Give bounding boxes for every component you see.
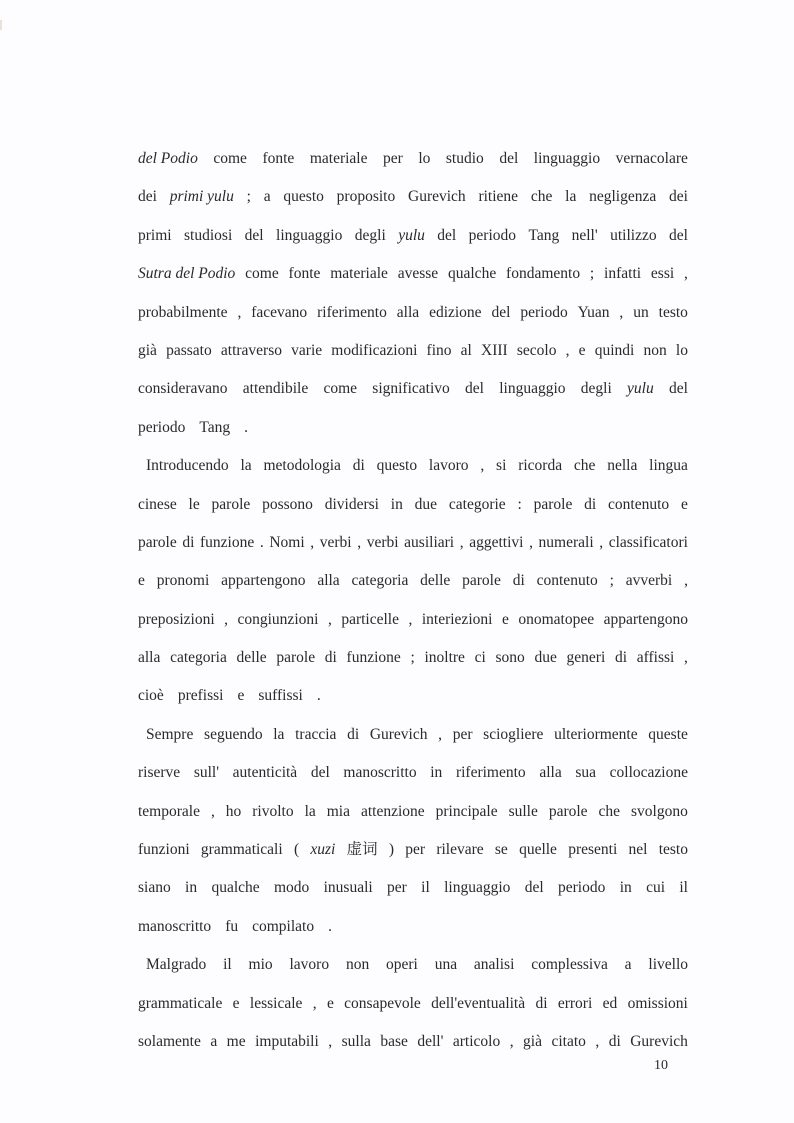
word: la xyxy=(304,802,316,820)
word: grammaticali xyxy=(200,841,283,859)
word: me xyxy=(226,1032,246,1050)
word: possono xyxy=(262,495,313,513)
word: , xyxy=(438,725,443,743)
word: a xyxy=(263,188,271,206)
word: prefissi xyxy=(177,687,224,705)
word: complessiva xyxy=(531,956,608,974)
word: varie xyxy=(291,341,323,359)
text-line xyxy=(138,601,688,639)
word: Gurevich xyxy=(369,725,428,743)
word: cui xyxy=(646,879,666,897)
word: svolgono xyxy=(631,802,688,820)
word: una xyxy=(434,956,458,974)
word: ; xyxy=(589,265,595,283)
word: del xyxy=(491,303,511,321)
word: verbi xyxy=(319,533,352,551)
word: categoria xyxy=(351,572,409,590)
word: , xyxy=(357,533,362,551)
word: e xyxy=(232,994,240,1012)
word: generi xyxy=(566,649,606,667)
word: rilevare xyxy=(436,841,484,859)
word: di xyxy=(584,495,597,513)
word: appartengono xyxy=(221,572,306,590)
word: attenzione xyxy=(360,802,425,820)
word: , xyxy=(480,457,485,475)
word: lo xyxy=(675,341,688,359)
word: del xyxy=(465,380,484,398)
scan-artifact xyxy=(0,20,2,30)
word: ; xyxy=(246,188,251,206)
word: e xyxy=(326,994,334,1012)
word: avverbi xyxy=(625,572,673,590)
word: per xyxy=(452,725,473,743)
word: di xyxy=(614,649,628,667)
word: e xyxy=(680,495,688,513)
italic-term: yulu xyxy=(627,380,654,398)
word: di xyxy=(512,572,525,590)
word: degli xyxy=(354,226,386,244)
word: queste xyxy=(648,725,688,743)
text-line xyxy=(138,562,688,600)
word: probabilmente xyxy=(138,303,228,321)
word: livello xyxy=(648,956,688,974)
text-line xyxy=(138,793,688,831)
text-line xyxy=(138,486,688,524)
word: seguendo xyxy=(204,725,263,743)
text-line xyxy=(138,178,688,216)
word: questo xyxy=(283,188,324,206)
word: ed xyxy=(602,994,618,1012)
word: e xyxy=(237,687,245,705)
word: di xyxy=(324,649,337,667)
word: Tang xyxy=(199,418,231,436)
word: quelle xyxy=(519,841,557,859)
word: nel xyxy=(628,841,648,859)
word: ausiliari xyxy=(404,533,455,551)
word: per xyxy=(387,879,407,897)
word: due xyxy=(414,495,438,513)
word: sulle xyxy=(508,802,538,820)
word: , xyxy=(408,610,413,628)
word: grammaticale xyxy=(138,994,223,1012)
word: proposito xyxy=(336,188,396,206)
word: ; xyxy=(609,572,614,590)
text-line xyxy=(138,140,688,178)
word: imputabili xyxy=(255,1032,319,1050)
word: appartengono xyxy=(603,610,688,628)
word: congiunzioni xyxy=(237,610,319,628)
word: numerali xyxy=(538,533,594,551)
text-line xyxy=(138,985,688,1023)
word: : xyxy=(517,495,522,513)
word: manoscritto xyxy=(343,764,417,782)
word: dei xyxy=(138,188,157,206)
word: il xyxy=(679,879,688,897)
word: , xyxy=(619,303,624,321)
word: , xyxy=(210,802,215,820)
word: classificatori xyxy=(608,533,688,551)
word: non xyxy=(345,956,370,974)
word: collocazione xyxy=(609,764,688,782)
word: pronomi xyxy=(156,572,210,590)
word: fonte xyxy=(262,150,295,167)
word: di xyxy=(608,1032,621,1050)
word: lo xyxy=(418,150,431,167)
word: attendibile xyxy=(242,380,309,398)
word: parole xyxy=(533,495,573,513)
word: onomatopee xyxy=(518,610,595,628)
word: ricorda xyxy=(518,457,563,475)
text-line xyxy=(138,447,688,485)
word: negligenza xyxy=(589,188,657,206)
word: di xyxy=(182,533,195,551)
word: studiosi xyxy=(184,226,233,244)
word: consapevole xyxy=(344,994,421,1012)
word: come xyxy=(213,150,247,167)
word: , xyxy=(509,1032,514,1050)
word: , xyxy=(327,610,332,628)
word: ulteriormente xyxy=(554,725,638,743)
text-line xyxy=(138,255,688,293)
word: testo xyxy=(658,841,688,859)
word: XIII xyxy=(481,341,508,359)
word: lavoro xyxy=(428,457,469,475)
word: articolo xyxy=(452,1032,501,1050)
word: manoscritto xyxy=(138,917,212,935)
word: presenti xyxy=(568,841,618,859)
word: compilato xyxy=(252,917,315,935)
word: parole xyxy=(276,649,316,667)
text-line xyxy=(138,409,688,447)
word: qualche xyxy=(448,265,497,283)
word: lavoro xyxy=(289,956,330,974)
word: la xyxy=(273,725,285,743)
word: infatti xyxy=(604,265,642,283)
word: la xyxy=(565,188,577,206)
word: contenuto xyxy=(536,572,598,590)
word: fonte xyxy=(288,265,321,283)
word: vernacolare xyxy=(615,150,688,167)
word: degli xyxy=(580,380,612,398)
word: modo xyxy=(273,879,310,897)
word: siano xyxy=(138,879,171,897)
word: il xyxy=(421,879,430,897)
word: e xyxy=(501,610,509,628)
word: lingua xyxy=(649,457,688,475)
word: in xyxy=(619,879,632,897)
word: riserve xyxy=(138,764,181,782)
word: nella xyxy=(607,457,638,475)
word: Gurevich xyxy=(408,188,466,206)
word: attraverso xyxy=(220,341,282,359)
word: riferimento xyxy=(455,764,526,782)
word: se xyxy=(494,841,508,859)
body-text xyxy=(138,140,688,1061)
word: alla xyxy=(396,303,420,321)
word: suffissi xyxy=(258,687,303,705)
word: consideravano xyxy=(138,380,228,398)
word: , xyxy=(529,533,533,551)
word: sua xyxy=(575,764,597,782)
word: studio xyxy=(445,150,484,167)
word: in xyxy=(185,879,198,897)
word: per xyxy=(405,841,426,859)
word: già xyxy=(523,1032,542,1050)
word: linguaggio xyxy=(499,380,566,398)
word: a xyxy=(624,956,632,974)
word: riferimento xyxy=(317,303,387,321)
word: dei xyxy=(669,188,688,206)
word: interiezioni xyxy=(421,610,493,628)
word: 虚词 xyxy=(346,841,378,859)
word: ci xyxy=(474,649,486,667)
word: del xyxy=(668,380,688,398)
word: delle xyxy=(236,649,267,667)
word: solamente xyxy=(138,1032,201,1050)
word: , xyxy=(310,533,315,551)
word: nell' xyxy=(571,226,598,244)
word: qualche xyxy=(211,879,260,897)
word: errori xyxy=(557,994,593,1012)
word: di xyxy=(347,725,360,743)
word: dell' xyxy=(417,1032,444,1050)
word: Introducendo xyxy=(146,457,229,475)
italic-term: yulu xyxy=(398,226,425,244)
word: del xyxy=(437,226,457,244)
word: sulla xyxy=(341,1032,371,1050)
word: affissi xyxy=(636,649,675,667)
word: funzione xyxy=(346,649,401,667)
word: funzioni xyxy=(138,841,190,859)
text-line xyxy=(138,639,688,677)
word: parole xyxy=(548,802,588,820)
word: lessicale xyxy=(249,994,303,1012)
word: analisi xyxy=(473,956,515,974)
word: di xyxy=(535,994,548,1012)
word: in xyxy=(390,495,403,513)
word: . xyxy=(328,917,332,935)
word: Gurevich xyxy=(630,1032,688,1050)
word: sciogliere xyxy=(483,725,544,743)
word: avesse xyxy=(397,265,439,283)
word: edizione xyxy=(429,303,482,321)
word: traccia xyxy=(295,725,337,743)
word: testo xyxy=(658,303,688,321)
word: sono xyxy=(495,649,525,667)
word: due xyxy=(534,649,557,667)
word: parole xyxy=(138,533,177,551)
word: , xyxy=(459,533,464,551)
word: , xyxy=(684,649,688,667)
word: . xyxy=(316,687,321,705)
word: come xyxy=(323,380,358,398)
word: principale xyxy=(435,802,498,820)
word: . xyxy=(244,418,248,436)
word: rivolto xyxy=(252,802,294,820)
word: autenticità xyxy=(232,764,298,782)
text-line xyxy=(138,946,688,984)
text-line xyxy=(138,869,688,907)
text-line xyxy=(138,908,688,946)
word: parole xyxy=(211,495,251,513)
word: significativo xyxy=(372,380,450,398)
word: contenuto xyxy=(608,495,670,513)
word: materiale xyxy=(330,265,388,283)
italic-term: Sutra del Podio xyxy=(138,265,236,283)
word: mia xyxy=(326,802,350,820)
word: preposizioni xyxy=(138,610,215,628)
word: aggettivi xyxy=(469,533,524,551)
word: Nomi xyxy=(269,533,305,551)
word: omissioni xyxy=(627,994,688,1012)
word: fondamento xyxy=(506,265,581,283)
word: del xyxy=(499,150,519,167)
word: verbi xyxy=(366,533,399,551)
word: che xyxy=(530,188,553,206)
word: ; xyxy=(410,649,415,667)
text-line xyxy=(138,716,688,754)
word: , xyxy=(312,994,317,1012)
word: cinese xyxy=(138,495,177,513)
word: base xyxy=(380,1032,408,1050)
word: questo xyxy=(376,457,418,475)
text-line xyxy=(138,294,688,332)
word: cioè xyxy=(138,687,164,705)
text-line xyxy=(138,1023,688,1061)
word: già xyxy=(138,341,157,359)
word: per xyxy=(383,150,403,167)
word: Yuan xyxy=(577,303,610,321)
word: operi xyxy=(386,956,418,974)
text-line xyxy=(138,524,688,562)
word: periodo xyxy=(468,226,517,244)
word: ) xyxy=(388,841,395,859)
word: di xyxy=(352,457,365,475)
word: , xyxy=(565,341,570,359)
word: fu xyxy=(225,917,239,935)
text-line xyxy=(138,332,688,370)
word: periodo xyxy=(138,418,186,436)
word: un xyxy=(633,303,649,321)
word: del xyxy=(524,879,544,897)
word: materiale xyxy=(309,150,368,167)
word: primi xyxy=(138,226,172,244)
word: del xyxy=(244,226,264,244)
word: , xyxy=(237,303,242,321)
word: , xyxy=(224,610,228,628)
word: e xyxy=(138,572,145,590)
word: secolo xyxy=(516,341,557,359)
italic-term: xuzi xyxy=(310,841,336,859)
word: la xyxy=(240,457,252,475)
word: facevano xyxy=(251,303,308,321)
word: si xyxy=(496,457,507,475)
word: Malgrado xyxy=(146,956,207,974)
word: periodo xyxy=(558,879,606,897)
word: come xyxy=(245,265,279,283)
word: del xyxy=(310,764,330,782)
text-line xyxy=(138,370,688,408)
word: parole xyxy=(462,572,501,590)
word: passato xyxy=(166,341,212,359)
word: alla xyxy=(539,764,562,782)
word: , xyxy=(683,265,688,283)
word: . xyxy=(259,533,264,551)
text-line xyxy=(138,217,688,255)
word: , xyxy=(684,572,688,590)
word: citato xyxy=(551,1032,586,1050)
word: inoltre xyxy=(424,649,465,667)
word: in xyxy=(430,764,443,782)
word: e xyxy=(578,341,586,359)
word: a xyxy=(210,1032,218,1050)
word: inusuali xyxy=(323,879,373,897)
text-line xyxy=(138,677,688,715)
word: il xyxy=(223,956,232,974)
word: temporale xyxy=(138,802,200,820)
word: sull' xyxy=(193,764,219,782)
word: ritiene xyxy=(478,188,519,206)
word: che xyxy=(573,457,596,475)
word: delle xyxy=(420,572,451,590)
word: modificazioni xyxy=(331,341,418,359)
word: del xyxy=(669,226,688,244)
word: categoria xyxy=(170,649,227,667)
word: quindi xyxy=(594,341,635,359)
word: al xyxy=(460,341,472,359)
page-number: 10 xyxy=(654,1058,668,1073)
word: linguaggio xyxy=(444,879,511,897)
italic-term: primi yulu xyxy=(169,188,234,206)
word: linguaggio xyxy=(533,150,601,167)
word: alla xyxy=(317,572,340,590)
word: Tang xyxy=(528,226,560,244)
word: non xyxy=(643,341,667,359)
word: fino xyxy=(426,341,452,359)
word: particelle xyxy=(341,610,399,628)
text-line xyxy=(138,754,688,792)
word: utilizzo xyxy=(610,226,657,244)
word: , xyxy=(595,1032,600,1050)
word: , xyxy=(328,1032,333,1050)
word: linguaggio xyxy=(276,226,343,244)
word: metodologia xyxy=(263,457,341,475)
word: alla xyxy=(138,649,161,667)
word: ( xyxy=(293,841,300,859)
word: periodo xyxy=(520,303,568,321)
word: ho xyxy=(225,802,242,820)
word: mio xyxy=(248,956,273,974)
word: , xyxy=(599,533,604,551)
word: dell'eventualità xyxy=(431,994,526,1012)
word: dividersi xyxy=(324,495,379,513)
italic-term: del Podio xyxy=(138,150,198,167)
word: che xyxy=(598,802,621,820)
word: funzione xyxy=(200,533,255,551)
text-line xyxy=(138,831,688,869)
word: Sempre xyxy=(146,725,194,743)
word: essi xyxy=(650,265,675,283)
word: le xyxy=(188,495,200,513)
word: categorie xyxy=(448,495,506,513)
